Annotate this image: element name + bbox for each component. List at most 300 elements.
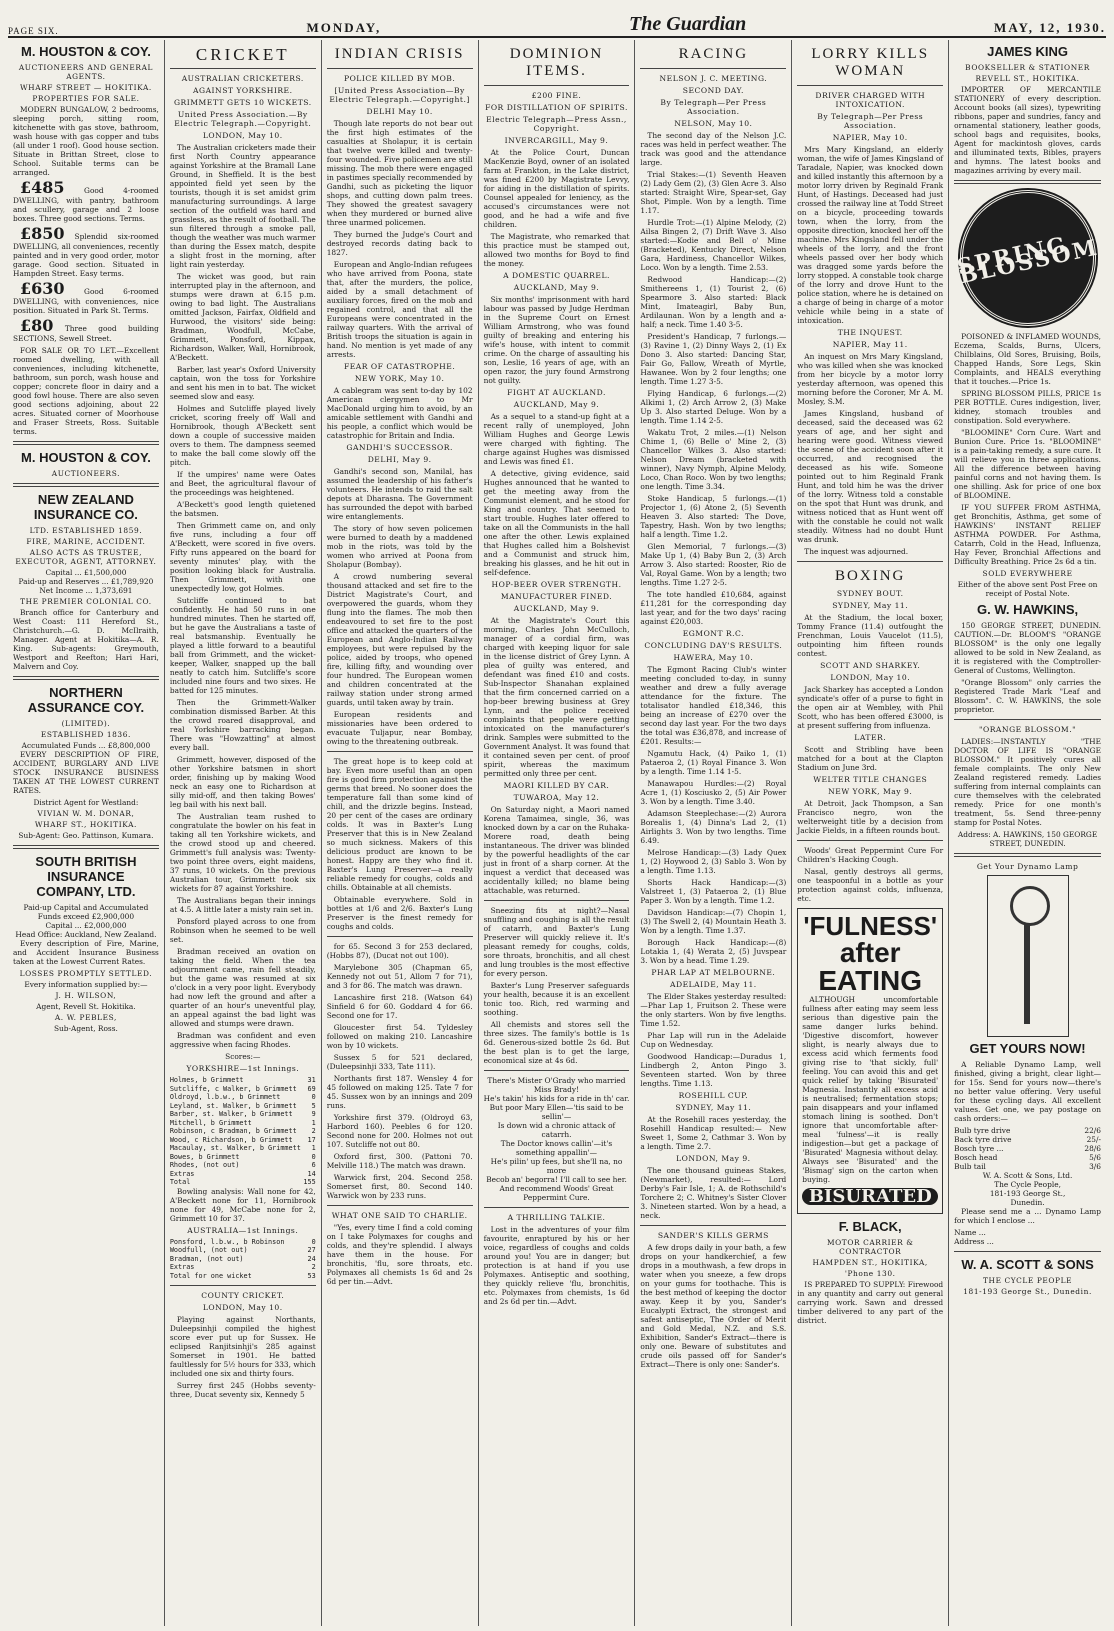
subhead: MANUFACTURER FINED. — [500, 592, 613, 601]
ad-houston-properties: PROPERTIES FOR SALE. — [32, 94, 140, 103]
ad-south-british-agent-address: Agent, Revell St. Hokitika. — [36, 1002, 136, 1011]
ad-after-eating-headline: after EATING — [818, 937, 923, 996]
divider — [327, 68, 473, 69]
dateline: DELHI, May 9. — [367, 455, 432, 464]
article-paragraph: Playing against Northants, Duleepsinhji compiled the highest score ever put up for Sussex. He eclipsed Ranjitsinhji's 285 against Somerset in 1901. He batted faultlessly for 5½ hours for 333, which included one six and thirty fours. — [169, 1315, 316, 1378]
table-row — [954, 1162, 1101, 1171]
ad-scott-name: W. A. Scott & Sons, Ltd. — [982, 1171, 1073, 1180]
article-paragraph: Lancashire first 218. (Watson 64) Sinfield 6 for 60. Goddard 4 for 66. Second one for 17. — [326, 993, 473, 1020]
table-row — [170, 1178, 316, 1187]
ad-south-british-text: Every description of Fire, Marine, and Accident Insurance Business taken at the Lowest Current Rates. — [13, 939, 159, 966]
ad-hawkins-caution: 150 GEORGE STREET, DUNEDIN. CAUTION.—Dr. BLOOM'S "ORANGE BLOSSOM" is the only one legally allowed to be sold in New Zealand, as it is registered with the Comptroller-General of Customs, Wellington. — [954, 621, 1101, 675]
property-485-text: Good 4-roomed DWELLING, with pantry, bathroom and scullery, garage and 2 loose boxes. Three good sections. Terms. — [13, 186, 159, 223]
poem-line: He's pilin' up fees, but she'll na, no more — [490, 1157, 623, 1175]
article-paragraph: Sutcliffe continued to bat confidently. He had 50 runs in one hundred minutes. Then he started off, but he gave the Australians a taste of real batsmanship. Eventually he played a little forward to a beautiful ball from Grimmett, and the wicket-keeper, Walker, snapped up the ball neatly to catch him. Sutcliffe's score included nine fours and two sixes. He batted for 125 minutes. — [169, 596, 316, 695]
ad-northern-subagent: Sub-Agent: Geo. Pattinson, Kumara. — [18, 831, 154, 840]
race-result: Trial Stakes:—(1) Seventh Heaven (2) Lady Gem (2), (3) Glen Acre 3. Also started: Straight Wire, Spear-set, Gay Shot, Pimple. Won by a length. Time 1.17. — [640, 170, 787, 215]
subhead: PHAR LAP AT MELBOURNE. — [651, 968, 776, 977]
race-result: Wakatu Trot, 2 miles.—(1) Nelson Chime 1, (6) Belle o' Mine 2, (3) Chancellor Wilkes 3. Also started: Nelson Dream (bracketed with winner), Navy Nymph, Alpine Melody, Loco, Chan Roco. Won by two lengths; one length. Time 3.34. — [640, 428, 787, 491]
ad-asthma-powder: IF YOU SUFFER FROM ASTHMA, get Bronchitis, Asthma, get some of HAWKINS' INSTANT RELIEF ASTHMA POWDER. For Asthma, Catarrh, Cold in the Head, Influenza, Hay Fever, Bronchial Affections and Difficulty Breathing. Price 2s 6d a tin. — [954, 503, 1101, 566]
scores-label: Scores:— — [225, 1052, 261, 1061]
poem-line: The Doctor knows callin'—it's something appallin'— — [500, 1139, 613, 1157]
article-paragraph: At Detroit, Jack Thompson, a San Francisco negro, won the welterweight title by a decision from Jackie Fields, in a fifteen rounds bout. — [797, 799, 944, 835]
table-row — [170, 1272, 316, 1281]
article-paragraph: Then the Grimmett-Walker combination dismissed Barber. At this the crowd roared disapproval, and real Yorkshire barracking began. There was "Howzatting" at almost every ball. — [169, 698, 316, 752]
ad-hawkins-title: G. W. HAWKINS, — [977, 602, 1079, 617]
row-value: 5/6 — [1089, 1153, 1101, 1162]
subhead: GANDHI'S SUCCESSOR. — [346, 443, 453, 452]
ad-south-british-funds: Paid-up Capital and Accumulated Funds exceed £2,900,000 — [23, 903, 149, 921]
race-result: Shorts Hack Handicap:—(3) Valstreet 1, (3) Pataeroa 2, (1) Blue Paper 3. Won by a length. Time 1.2. — [640, 878, 787, 905]
table-row — [954, 1153, 1101, 1162]
race-result: The one thousand guineas Stakes, (Newmarket), resulted:— Lord Derby's Fair Isle, 1; A. de Rothschild's Torchere 2; C. Whitney's Sister Clover 3. Nineteen started. Won by a head, a neck. — [640, 1166, 787, 1220]
ad-orange-blossom-address: Address: A. HAWKINS, 150 GEORGE STREET, DUNEDIN. — [957, 830, 1098, 848]
ad-nz-insurance-branch: Branch office for Canterbury and West Coast: 111 Hereford St., Christchurch.—G. D. McIlraith, Manager. Agent at Hokitika—A. R. King. Sub-agents: Greymouth, Westport and Reefton; Hari Hari, Malvern and Coy. — [13, 608, 159, 671]
article-paragraph: Grimmett, however, disposed of the other Yorkshire batsmen in short order, finishing up by making Wood neck an easy one to Richardson at silly mid-off, and then taking Bowes' leg bail with his next ball. — [169, 755, 316, 809]
spring-blossom-seal-icon — [954, 190, 1101, 326]
dateline: DELHI May 10. — [366, 107, 433, 116]
ad-houston-title-2: M. HOUSTON & COY. — [21, 450, 151, 465]
article-paragraph: The story of how seven policemen were burned to death by a maddened mob in the riots, was told by the women who arrived at Poona from Sholapur (Bombay). — [326, 524, 473, 569]
table-row — [954, 1135, 1101, 1144]
row-value: 0 — [311, 1237, 316, 1246]
advertisement-text: Sneezing fits at night?—Nasal snuffling and coughing is all the result of catarrh, and Baxter's Lung Preserver will quickly relieve it. It's pleasant remedy for coughs, colds, sore throats, bronchitis, and all chest and lung troubles is the most effective for every person. — [483, 906, 630, 978]
row-value: 0 — [311, 1093, 316, 1101]
article-paragraph: Then Grimmett came on, and only five runs, including a four off A'Beckett, were scored in five overs. Fifty runs appeared on the board for seventy minutes' play, with the position looking black for Australia. Then Grimmett, with one unexpectedly low, got Holmes. — [169, 521, 316, 593]
row-label: Holmes, b Grimmett — [169, 1076, 244, 1084]
row-value: 22/6 — [1084, 1126, 1101, 1135]
advertisement-text: "Yes, every time I find a cold coming on I take Polymaxes for coughs and colds, and they're splendid. I always have them in the house. For bronchitis, 'flu, sore throats, etc. Polymaxes all chemists 1s 6d and 2s 6d per tin.—Advt. — [326, 1223, 473, 1286]
article-paragraph: The tote handled £10,684, against £11,281 for the corresponding day last year, and for the two days' racing against £20,003. — [640, 590, 787, 626]
ad-south-british-capital: Capital ... £2,000,000 — [45, 921, 127, 930]
row-label: Rhodes, (not out) — [169, 1161, 240, 1169]
divider — [954, 1251, 1101, 1252]
ad-james-king-text: IMPORTER OF MERCANTILE STATIONERY of every description. Account books (all sizes), typewriting ribbons, paper and sundries, fancy and ornamental stationery, leather goods, school bags and requisites, books, Agent for mackintosh gloves, cards and illuminated texts, Bibles, prayers and hymns. The latest books and magazines arriving by every mail. — [954, 85, 1101, 175]
ad-fulness-text: ALTHOUGH uncomfortable fullness after eating may seem less serious than digestive pain the same danger lurks behind. 'Digestive discomfort, however slight, is nearly always due to excess acid which ferments food giving rise to 'that sickly, full' feeling. You can avoid this and get quick relief by taking 'Bisurated' Magnesia. Instantly all excess acid is neutralised; fermentation stops; pain disappears and your inflamed stomach lining is soothed. Don't ignore that uncomfortable after-meal 'fulness'—it is really indigestion—but get a package of 'Bisurated' Magnesia without delay. Always see 'Bisurated' and the 'Bismag' sign on the carton when buying. — [802, 995, 939, 1184]
dateline: AUCKLAND, May 9. — [513, 283, 600, 292]
article-paragraph: The Australians began their innings at 4.5. A little later a misty rain set in. — [169, 896, 316, 914]
ad-scott-footer-address: 181-193 George St., Dunedin. — [963, 1287, 1092, 1296]
article-paragraph: The Australian cricketers made their first North Country appearance against Yorkshire at the Bramall Lane Ground, in Sheffield. It is the best appointed field yet seen by the tourists, though it is set amidst grim manufacturing surroundings. A large section of the outfield was hard and grassless, as the result of football. The sun filtered through a smoke pall, though the weather was much warmer than during the Essex match, despite a slight frost in the morning, after light rain yesterday. — [169, 143, 316, 269]
race-result: Manawapou Hurdles:—(2) Royal Acre 1, (1) Kosciusko 2, (5) Air Power 3. Won by a length. Time 3.40. — [640, 779, 787, 806]
subhead: WHAT ONE SAID TO CHARLIE. — [331, 1211, 468, 1220]
scorecard-heading: YORKSHIRE—1st Innings. — [186, 1064, 300, 1073]
divider — [640, 68, 786, 69]
article-paragraph: Marylebone 305 (Chapman 65, Kennedy not out 51, Allom 7 for 71), and 3 for 86. The match was drawn. — [326, 963, 473, 990]
row-value: 27 — [307, 1246, 316, 1254]
subhead: GRIMMETT GETS 10 WICKETS. — [173, 98, 312, 107]
column-6-news — [792, 40, 949, 1626]
article-paragraph: The wicket was good, but rain interrupted play in the afternoon, and stumps were drawn at 6.15 p.m. owing to bad light. The Australians omitted Jackson, Fairfax, Oldfield and Hurwood, the visitors' side being: Bradman, Woodfull, McCabe, Grimmett, Ponsford, Kippax, Richardson, Walker, Wall, Hornibrook, A'Beckett. — [169, 272, 316, 362]
article-paragraph: Bradman was confident and even aggressive when facing Rhodes. — [169, 1031, 316, 1049]
coupon-name-field[interactable]: Name ... — [954, 1228, 986, 1237]
ad-south-british-title: SOUTH BRITISH INSURANCE COMPANY, LTD. — [35, 854, 137, 899]
ad-houston-address: WHARF STREET — HOKITIKA. — [19, 83, 152, 92]
advertisement-text: Woods' Great Peppermint Cure For Children's Hacking Cough. — [797, 846, 944, 864]
headline-racing: RACING — [678, 46, 749, 62]
masthead-day: MONDAY, — [306, 20, 382, 35]
article-paragraph: Though late reports do not bear out the first high estimates of the casualties at Sholapur, it is certain that twelve were killed and twenty-four wounded. Five policemen are still missing. The mob there were engaged in pastimes specially recommended by Gandhi, such as picketing the liquor shops, and cutting down palm trees. They showed the greatest savagery when they murdered or burned alive three unarmed policemen. — [326, 119, 473, 227]
property-sale-or-let: FOR SALE OR TO LET.—Excellent roomed dwelling, with all conveniences, including kitchenette, bathroom, sun porch, wash house and copper; concrete floor in dairy and a good fowl house. There are also seven good sections adjoining, about 22 acres. Situated corner of Moorhouse and Fraser Streets, Ross. Suitable terms. — [13, 346, 159, 436]
ad-scott-street: 181-193 George St., — [989, 1189, 1066, 1198]
ad-houston-sub: AUCTIONEERS AND GENERAL AGENTS. — [18, 63, 154, 81]
table-row — [170, 1136, 316, 1145]
ad-south-british-agent: J. H. WILSON, — [55, 991, 117, 1000]
race-result: Borough Hack Handicap:—(8) Lotakia 1, (4) Werata 2, (5) Juvspear 3. Won by a head. Time 1.29. — [640, 938, 787, 965]
dateline: SYDNEY, May 11. — [675, 1103, 752, 1112]
property-80-text: Three good building SECTIONS, Sewell Street. — [13, 324, 159, 343]
row-value: 1 — [311, 1118, 316, 1127]
row-label: Bradman, (not out) — [169, 1254, 244, 1263]
subhead: SCOTT AND SHARKEY. — [820, 661, 921, 670]
ad-fulness-headline: 'FULNESS' — [803, 911, 938, 941]
ad-nz-insurance-est: LTD. ESTABLISHED 1859. — [29, 526, 143, 535]
race-result: Goodwood Handicap:—Duradus 1, Lindbergh 2, Anton Pingo 3. Seventeen started. Won by three lengths. Time 1.13. — [640, 1052, 787, 1088]
ad-northern-text: EVERY DESCRIPTION OF FIRE, ACCIDENT, BURGLARY AND LIVE STOCK INSURANCE BUSINESS TAKEN AT THE LOWEST CURRENT RATES. — [13, 750, 159, 795]
subhead: SANDER'S KILLS GERMS — [657, 1231, 769, 1240]
article-paragraph: Oxford first, 300. (Pattoni 70. Melville 118.) The match was drawn. — [326, 1152, 473, 1170]
table-row — [170, 1246, 316, 1255]
ad-south-british-subagent: A. W. PEBLES, — [54, 1013, 117, 1022]
column-7-ads — [949, 40, 1106, 1626]
table-row — [170, 1144, 316, 1153]
advertisement-text: Baxter's Lung Preserver safeguards your health, because it is an excellent tonic too. Rich, red warming and soothing. — [483, 981, 630, 1017]
subhead: FEAR OF CATASTROPHE. — [344, 362, 456, 371]
subhead: POLICE KILLED BY MOB. — [343, 74, 456, 83]
article-paragraph: At the Police Court, Duncan MacKenzie Boyd, owner of an isolated farm at Frankton, in the Lake district, was fined £200 by Magistrate Levvy, for aiding in the distillation of spirits. Counsel appealed for leniency, as the accused's circumstances were not good, and he had a wife and five children. — [483, 148, 630, 229]
ad-scott-city: Dunedin. — [1010, 1198, 1045, 1207]
row-value: 69 — [307, 1084, 316, 1093]
row-label: Bulb tyre drive — [954, 1126, 1011, 1135]
divider — [954, 180, 1101, 184]
dateline: NEW YORK, May 10. — [354, 374, 445, 383]
row-label: Barber, st. Walker, b Grimmett — [169, 1110, 293, 1118]
ad-f-black-address: HAMPDEN ST., HOKITIKA, — [812, 1258, 928, 1267]
price-630: £630 — [20, 279, 65, 298]
dateline: NAPIER, May 10. — [832, 133, 908, 142]
race-result: Flying Handicap, 6 furlongs.—(2) Alkimi 1, (2) Arch Arrow 2, (3) Make Up 3. Also started Deluge. Won by a length. Time 1.14 2-5. — [640, 389, 787, 425]
race-result: Adamson Steeplechase:—(2) Aurora Borealis 1, (4) Dinna's Lad 2, (1) Airlights 3. Won by two lengths. Time 6.49. — [640, 809, 787, 845]
scorecard-heading: AUSTRALIA—1st Innings. — [187, 1225, 299, 1235]
wire-credit: By Telegraph—Per Press Association. — [660, 98, 767, 116]
ad-dynamo-heading: GET YOURS NOW! — [969, 1041, 1086, 1056]
subhead: A DOMESTIC QUARREL. — [503, 271, 610, 280]
ad-northern-limited: (LIMITED). — [61, 719, 111, 728]
race-result: Glen Memorial, 7 furlongs.—(3) Make Up 1, (4) Baby Bun 2, (3) Arch Arrow 3. Also started: Rooster, Rio de Val, Royal Game. Won by a length; two lengths. Time 1.27 2-5. — [640, 542, 787, 587]
property-630 — [13, 281, 159, 315]
article-paragraph: Warwick first, 204. Second 258. Somerset first, 80. Second 140. Warwick won by 233 runs. — [326, 1173, 473, 1200]
row-value: 53 — [307, 1271, 316, 1280]
row-label: Mitchell, b Grimmett — [169, 1118, 252, 1127]
table-row — [170, 1161, 316, 1170]
advertisement-text: Nasal, gently destroys all germs, one teaspoonful in a bottle as your protection against colds, influenza, etc. — [797, 867, 944, 903]
subhead: SECOND DAY. — [682, 86, 744, 95]
ad-f-black-title: F. BLACK, — [838, 1219, 902, 1234]
ad-northern-est: ESTABLISHED 1836. — [40, 730, 131, 739]
ad-dynamo-text: A Reliable Dynamo Lamp, well finished, giving a bright, clear light—for 15s. Send for yours now—there's no better value offering. Very useful for these cycling days. All excellent values. Get one, we pay postage on cash orders:— — [954, 1060, 1101, 1123]
article-paragraph: for 65. Second 3 for 253 declared, (Hobbs 87), (Ducat not out 100). — [326, 942, 473, 960]
row-value: 155 — [303, 1178, 316, 1186]
row-label: Back tyre drive — [954, 1135, 1012, 1144]
dateline: NELSON, May 10. — [674, 119, 753, 128]
page-columns — [8, 40, 1106, 1626]
article-paragraph: Ponsford played across to one from Robinson when he seemed to be well set. — [169, 917, 316, 944]
row-value: 28/6 — [1084, 1144, 1101, 1153]
poem-line: Is down wid a chronic attack of catarrh. — [497, 1121, 616, 1139]
article-paragraph: The Australian team rushed to congratulate the bowler on his feat in taking all ten Yorkshire wickets, and the crowd stood up and cheered. Grimmett's full analysis was: Twenty-two point three overs, eight maidens, 37 runs, 10 wickets. On the previous Australian tour, Grimmett took six wickets for 87 against Yorkshire. — [169, 812, 316, 893]
dateline: LONDON, May 10. — [202, 1303, 283, 1312]
article-paragraph: At the Magistrate's Court this morning, Charles John McCulloch, manager of a cordial firm, was charged with keeping liquor for sale in the license district of Grey Lynn. A plea of guilty was entered, and defendant was fined £10 and costs. Sub-Inspector Shanahan explained that the firm concerned carried on a hop-beer brewing business at Grey Lynn, and the police received complaints that people were getting intoxicated on the manufacturer's drink. Samples were submitted to the Government Analyst. It was found that it contained seven per cent. of proof spirit, whereas the maximum permitted only three per cent. — [483, 616, 630, 778]
poem-line: But poor Mary Ellen—'tis said to be sellin'— — [489, 1103, 624, 1121]
ad-nz-insurance-types: FIRE, MARINE, ACCIDENT. — [26, 537, 146, 546]
row-value: 2 — [311, 1127, 316, 1135]
row-label: Macaulay, st. Walker, b Grimmett — [169, 1144, 301, 1152]
article-paragraph: If the umpires' name were Oates and Beet, the agricultural flavour of the proceedings was heightened. — [169, 470, 316, 497]
divider — [327, 1205, 473, 1206]
row-label: Bosch tyre ... — [954, 1144, 1004, 1153]
divider — [797, 840, 943, 841]
ad-james-king-title: JAMES KING — [987, 44, 1069, 59]
column-5-racing — [635, 40, 792, 1626]
ad-spring-blossom-wounds: POISONED & INFLAMED WOUNDS, Eczema, Scalds, Burns, Ulcers, Chilblains, Old Sores, Bruising, Boils, Chapped Hands, Sore Legs, Skin Complaints, and HEALS everything that it touches.—Price 1s. — [954, 332, 1101, 386]
article-paragraph: A detective, giving evidence, said Hughes announced that he wanted to get the meeting away from the Communist element, and he stood for King and country. That seemed to start trouble. Hughes later offered to take on all the Communists in the hall one after the other. Lewis explained that Hughes called him a Bolshevist and a Communist and struck him, breaking his glasses, and he hit out in self-defence. — [483, 469, 630, 577]
subhead: LATER. — [854, 733, 887, 742]
ad-sold-everywhere: SOLD EVERYWHERE — [982, 569, 1073, 578]
dateline: AUCKLAND, May 9. — [513, 400, 600, 409]
table-row — [170, 1263, 316, 1272]
article-paragraph: Phar Lap will run in the Adelaide Cup on Wednesday. — [640, 1031, 787, 1049]
subhead: A THRILLING TALKIE. — [507, 1213, 606, 1222]
article-paragraph: As a sequel to a stand-up fight at a recent rally of unemployed, John William Hughes and George Lewis were charged with fighting. The charge against Hughes was dismissed and Lewis was fined £1. — [483, 412, 630, 466]
masthead — [8, 8, 1106, 38]
table-row — [170, 1170, 316, 1179]
subhead: COUNTY CRICKET. — [201, 1291, 285, 1300]
row-label: Robinson, c Bradman, b Grimmett — [169, 1127, 297, 1135]
article-paragraph: They burned the Judge's Court and destroyed records dating back to 1827. — [326, 230, 473, 257]
article-paragraph: Sussex 5 for 521 declared, (Duleepsinhji 333, Tate 111). — [326, 1053, 473, 1071]
dateline: INVERCARGILL, May 9. — [504, 136, 609, 145]
page-number: PAGE SIX. — [8, 26, 59, 36]
table-row — [170, 1110, 316, 1119]
article-paragraph: A crowd numbering several thousand attacked and set fire to the District Magistrate's Court, and overpowered the guards, whom they flung into the flames. The mob then endeavoured to set fire to the post office and attacked the quarters of the European and Anglo-Indian Railway employees, but were repulsed by the police, aided by troops, who opened fire, killing fifty, and wounding over four hundred. The European women and children concentrated at the railway station under strong armed guards, until taken away by train. — [326, 572, 473, 707]
price-850: £850 — [20, 224, 65, 243]
dateline: ADELAIDE, May 11. — [670, 980, 757, 989]
advertisement-text: All chemists and stores sell the three sizes. The family's bottle is 1s 6d. Generous-sized bottle 2s 6d. But the best plan is to get the large, economical size at 4s 6d. — [483, 1020, 630, 1065]
row-label: Bulb tail — [954, 1162, 986, 1171]
row-value: 17 — [307, 1135, 316, 1144]
divider — [954, 853, 1101, 857]
ad-orange-blossom-heading: "ORANGE BLOSSOM." — [979, 725, 1077, 734]
divider — [13, 676, 159, 680]
coupon-address-field[interactable]: Address ... — [954, 1237, 994, 1246]
race-result: Davidson Handicap:—(7) Chopin 1, (3) The Swell 2, (4) Mountain Heath 3. Won by a length. Time 1.37. — [640, 908, 787, 935]
ad-houston-auctioneers: AUCTIONEERS. — [51, 469, 121, 478]
table-row — [170, 1076, 316, 1085]
dateline: TUWAROA, May 12. — [513, 793, 600, 802]
divider — [484, 900, 630, 901]
column-4-dominion-items — [479, 40, 636, 1626]
ad-dynamo-price-list — [954, 1126, 1101, 1171]
subhead: DRIVER CHARGED WITH INTOXICATION. — [815, 91, 926, 109]
column-2-cricket — [165, 40, 322, 1626]
article-paragraph: A cablegram was sent to-day by 102 American clergymen to Mr MacDonald urging him to avoid, by an amicable settlement with Gandhi and his people, a conflict which would be catastrophic for Britain and India. — [326, 386, 473, 440]
dateline: LONDON, May 10. — [830, 673, 911, 682]
column-3-indian-crisis — [322, 40, 479, 1626]
row-value: 3/6 — [1089, 1162, 1101, 1171]
divider — [484, 85, 630, 86]
column-1-ads — [8, 40, 165, 1626]
subhead: FOR DISTILLATION OF SPIRITS. — [485, 103, 628, 112]
poem-line: He's takin' his kids for a ride in th' car. — [483, 1094, 630, 1103]
ad-f-black-sub: MOTOR CARRIER & CONTRACTOR — [826, 1238, 914, 1256]
row-label: Total — [169, 1178, 191, 1186]
bowling-analysis: Bowling analysis: Wall none for 42, A'Beckett none for 11, Hornibrook none for 49, McCabe none for 2, Grimmett 10 for 37. — [169, 1186, 316, 1223]
ad-orange-blossom-text: LADIES:—INSTANTLY "THE DOCTOR OF LIFE IS "ORANGE BLOSSOM." It positively cures all female complaints. The only New Zealand registered remedy. Ladies suffering from internal complaints can cure themselves with the celebrated remedy. Price for one month's treatment, 5s. Send three-penny stamp for Postal Notes. — [954, 737, 1101, 827]
bisurated-logo: BISURATED — [802, 1188, 938, 1205]
divider — [954, 719, 1101, 720]
masthead-date: MAY, 12, 1930. — [994, 20, 1106, 35]
article-paragraph: On Saturday night, a Maori named Korena Tamaimea, single, 36, was knocked down by a car on the Ruhaka-Morere road, death being instantaneous. The driver was blinded by the powerful headlights of the car just in front of a sharp corner. At the inquest a verdict that deceased was accidentally killed; no blame being attachable, was returned. — [483, 805, 630, 895]
divider — [13, 441, 159, 445]
race-result: Stoke Handicap, 5 furlongs.—(1) Projector 1, (6) Atone 2, (5) Seventh Heaven 3. Also started: The Dove, Tapestry, Hash. Won by two lengths; half a length. Time 1.2. — [640, 494, 787, 539]
row-label: Bowes, b Grimmett — [169, 1152, 240, 1161]
scorecard-australia — [170, 1238, 316, 1281]
subhead: NELSON J. C. MEETING. — [659, 74, 768, 83]
divider — [797, 561, 943, 562]
article-paragraph: Holmes and Sutcliffe played lively cricket, scoring freely off Wall and Hornibrook, though A'Beckett sent down a couple of successive maiden overs to them. The dampness seemed to make the ball come slowly off the pitch. — [169, 404, 316, 467]
ad-f-black-text: IS PREPARED TO SUPPLY: Firewood in any quantity and carry out general carrying work. Sawn and dressed timber delivered to any part of the district. — [797, 1280, 944, 1325]
article-paragraph: Northants first 187. Wensley 4 for 45 followed on making 125. Tate 7 for 45. Sussex won by an innings and 209 runs. — [326, 1074, 473, 1110]
ad-northern-agent-label: District Agent for Westland: — [33, 798, 139, 807]
row-value: 24 — [307, 1254, 316, 1263]
headline-indian-crisis: INDIAN CRISIS — [334, 46, 465, 62]
ad-spring-blossom-pills: SPRING BLOSSOM PILLS, PRICE 1s PER BOTTLE. Cures indigestion, liver, kidney, stomach troubles and constipation. Sold everywhere. — [954, 389, 1101, 425]
poem-line: Becob an' begorra! I'll call to see her. And recommend Woods' Great Peppermint Cure. — [486, 1175, 627, 1202]
dynamo-lamp-icon — [987, 875, 1069, 1037]
property-630-text: Good 6-roomed DWELLING, with conveniences, nice position. Situated in Park St. Terms. — [13, 287, 159, 315]
article-paragraph: At the Stadium, the local boxer, Tommy France (11.4) outfought the Frenchman, Louis Vaucelot (11.5), outpointing him fifteen rounds contest. — [797, 613, 944, 658]
subhead: AGAINST YORKSHIRE. — [193, 86, 293, 95]
headline-cricket: CRICKET — [195, 45, 290, 64]
ad-south-british-info: Every information supplied by:— — [24, 980, 148, 989]
seal-text: SPRING BLOSSOM — [954, 231, 1101, 290]
wire-credit: By Telegraph—Per Press Association. — [817, 112, 924, 130]
poem-line: There's Mister O'Grady who married Miss Brady! — [487, 1076, 626, 1094]
ad-dynamo-lamp-tagline: Get Your Dynamo Lamp — [976, 862, 1079, 871]
row-value: 6 — [311, 1161, 316, 1169]
divider — [484, 1070, 630, 1071]
headline-dominion-items: DOMINION ITEMS. — [509, 46, 604, 79]
row-value: 14 — [307, 1169, 316, 1178]
divider — [327, 936, 473, 937]
article-paragraph: The Magistrate, who remarked that this practice must be stamped out, allowed two months for Boyd to find the money. — [483, 232, 630, 268]
row-label: Oldroyd, l.b.w., b Grimmett — [169, 1093, 281, 1101]
subhead: AUSTRALIAN CRICKETERS. — [181, 74, 304, 83]
race-result: The Elder Stakes yesterday resulted:—Phar Lap 1, Fruitson 2. These were the only starters. Won by five lengths. Time 1.52. — [640, 992, 787, 1028]
subhead: WELTER TITLE CHANGES — [813, 775, 928, 784]
subhead: SYDNEY BOUT. — [836, 589, 904, 598]
property-850-text: Splendid six-roomed DWELLING, all conveniences, recently painted and in very good order, motor garage. Good section. Situated in Hampden Street. Easy terms. — [13, 232, 159, 278]
article-paragraph: Scott and Stribling have been matched for a bout at the Clapton Stadium on June 3rd. — [797, 745, 944, 772]
table-row — [954, 1144, 1101, 1153]
article-paragraph: Barber, last year's Oxford University captain, won the toss for Yorkshire and sent his men in to bat. The wicket seemed slow and easy. — [169, 365, 316, 401]
dateline: LONDON, May 9. — [676, 1154, 751, 1163]
article-paragraph: The second day of the Nelson J.C. races was held in perfect weather. The track was good and the attendance large. — [640, 131, 787, 167]
ad-houston-title: M. HOUSTON & COY. — [21, 44, 151, 59]
row-label: Leyland, st. Walker, b Grimmett — [169, 1101, 297, 1110]
ad-nz-insurance-title: NEW ZEALAND INSURANCE CO. — [33, 492, 138, 522]
row-label: Wood, c Richardson, b Grimmett — [169, 1135, 293, 1144]
table-row — [954, 1126, 1101, 1135]
table-row — [170, 1153, 316, 1162]
ad-f-black-phone: 'Phone 130. — [844, 1269, 896, 1278]
article-paragraph: Mrs Mary Kingsland, an elderly woman, the wife of James Kingsland of Taradale, Napier, was knocked down and killed instantly this afternoon by a motor lorry driven by Reginald Frank Hunt, of Hastings. Deceased had just crossed the railway line at Todd Street on a bicycle, proceeding towards town, when the lorry, from the opposite direction, knocked her off the machine. Mrs Kingsland fell under the wheels of the lorry, and the front wheels passed over her body which was dragged some yards before the lorry stopped. A constable took charge of the lorry and drove Hunt to the police station, where he is detained on a charge of being in charge of a motor vehicle while being in a state of intoxication. — [797, 145, 944, 325]
row-value: 25/- — [1086, 1135, 1101, 1144]
wire-credit: [United Press Association—By Electric Telegraph.—Copyright.] — [329, 86, 470, 104]
ad-james-king-sub: BOOKSELLER & STATIONER — [965, 63, 1090, 72]
row-label: Extras — [169, 1169, 195, 1178]
ad-scott-footer-title: W. A. SCOTT & SONS — [961, 1257, 1094, 1272]
dateline: SYDNEY, May 11. — [832, 601, 909, 610]
price-80: £80 — [20, 316, 54, 335]
dateline: LONDON, May 10. — [202, 131, 283, 140]
row-value: 0 — [311, 1152, 316, 1161]
row-value: 31 — [307, 1076, 316, 1084]
scorecard-yorkshire — [170, 1076, 316, 1187]
row-value: 1 — [311, 1144, 316, 1152]
row-value: 5 — [311, 1101, 316, 1110]
ad-northern-title: NORTHERN ASSURANCE COY. — [27, 685, 145, 715]
subhead: MAORI KILLED BY CAR. — [503, 781, 610, 790]
article-paragraph: An inquest on Mrs Mary Kingsland, who was killed when she was knocked from her bicycle by a motor lorry yesterday afternoon, was opened this morning before the Coroner, Mr A. M. Mosley, S.M. — [797, 352, 944, 406]
table-row — [170, 1119, 316, 1128]
divider — [170, 68, 316, 69]
divider — [170, 1285, 316, 1286]
ad-post-free: Either of the above sent Post Free on receipt of Postal Note. — [957, 580, 1098, 598]
subhead: EGMONT R.C. — [682, 629, 745, 638]
race-result: Hurdle Trot:—(1) Alpine Melody, (2) Ailsa Bingen 2, (7) Drift Wave 3. Also started:—Kodie and Bell o' Mine (Bracketed), Kentucky Direct, Nelson Gara, Hardiness, Chancellor Wilkes, Loco. Won by a length. Time 2.53. — [640, 218, 787, 272]
row-value: 9 — [311, 1110, 316, 1118]
dateline: NEW YORK, May 9. — [828, 787, 913, 796]
article-paragraph: The inquest was adjourned. — [804, 547, 909, 556]
ad-nz-insurance-reserves: Paid-up and Reserves ... £1,789,920 — [18, 577, 154, 586]
row-label: Extras — [169, 1263, 195, 1271]
property-80 — [13, 318, 159, 343]
article-paragraph: Jack Sharkey has accepted a London syndicate's offer of a purse to fight in the open air at Wembley, with Phil Scott, who has been offered £3000, is at present suffering from influenza. — [797, 685, 944, 730]
article-paragraph: Bradman received an ovation on taking the field. When the tea adjournment came, rain fell steadily, but the game was resumed at six o'clock in a very poor light. Everybody had now left the ground and after a quarter of an hour's uneventful play, an appeal against the bad light was allowed and stumps were drawn. — [169, 947, 316, 1028]
price-485: £485 — [20, 178, 65, 197]
property-485 — [13, 180, 159, 223]
ad-northern-agent-name: VIVIAN W. M. DONAR, — [37, 809, 135, 818]
divider — [797, 85, 943, 86]
table-row — [170, 1085, 316, 1094]
race-result: Ngamutu Hack, (4) Paiko 1, (1) Pataeroa 2, (1) Royal Finance 3. Won by a length. Time 1.14 1-5. — [640, 749, 787, 776]
dateline: NAPIER, May 11. — [832, 340, 908, 349]
article-paragraph: European and Anglo-Indian refugees who have arrived from Poona, state that, after the murders, the police, aided by a small detachment of auxiliary forces, fired on the mob and regained control, and that all the Europeans were concentrated in the railway quarters. With the arrival of British troops the situation is again in hand. No mention is yet made of any arrests. — [326, 260, 473, 359]
article-paragraph: Gloucester first 54. Tyldesley followed on making 210. Lancashire won by 10 wickets. — [326, 1023, 473, 1050]
divider — [13, 845, 159, 849]
row-value: 2 — [311, 1263, 316, 1271]
race-result: Melrose Handicap:—(3) Lady Quex 1, (2) Hoywood 2, (3) Sablo 3. Won by a length. Time 1.13. — [640, 848, 787, 875]
dateline: AUCKLAND, May 9. — [513, 604, 600, 613]
ad-nz-insurance-acts: ALSO ACTS AS TRUSTEE, EXECUTOR, AGENT, ATTORNEY. — [15, 548, 157, 566]
advertisement-text: A few drops daily in your bath, a few drops on your handkerchief, a few drops in a mouthwash, a few drops in water when you sneeze, a few drops on your gums for toothache. This is the best method of keeping the doctor away. Keep it by you, Sander's Eucalypti Extract, the strongest and safest antiseptic, The Order of Merit and Gold Medal, N.Z. and S.S. Exhibition, Sander's Extract—there is only one. Beware of substitutes and crude oils passed off for Sander's Extract—There is only one: Sander's. — [640, 1243, 787, 1369]
race-result: Redwood Handicap:—(2) Smithereens 1, (1) Tourist 2, (6) Spearmore 3. Also started: Black Mint, Imateagirl, Baby Bun, Ardilaunan. Won by a length and a-half; a neck. Time 1.40 3-5. — [640, 275, 787, 329]
ad-nz-insurance-capital: Capital ... £1,500,000 — [45, 568, 127, 577]
newspaper-title: The Guardian — [629, 13, 747, 35]
subhead: THE INQUEST. — [837, 328, 903, 337]
subhead: HOP-BEER OVER STRENGTH. — [491, 580, 622, 589]
